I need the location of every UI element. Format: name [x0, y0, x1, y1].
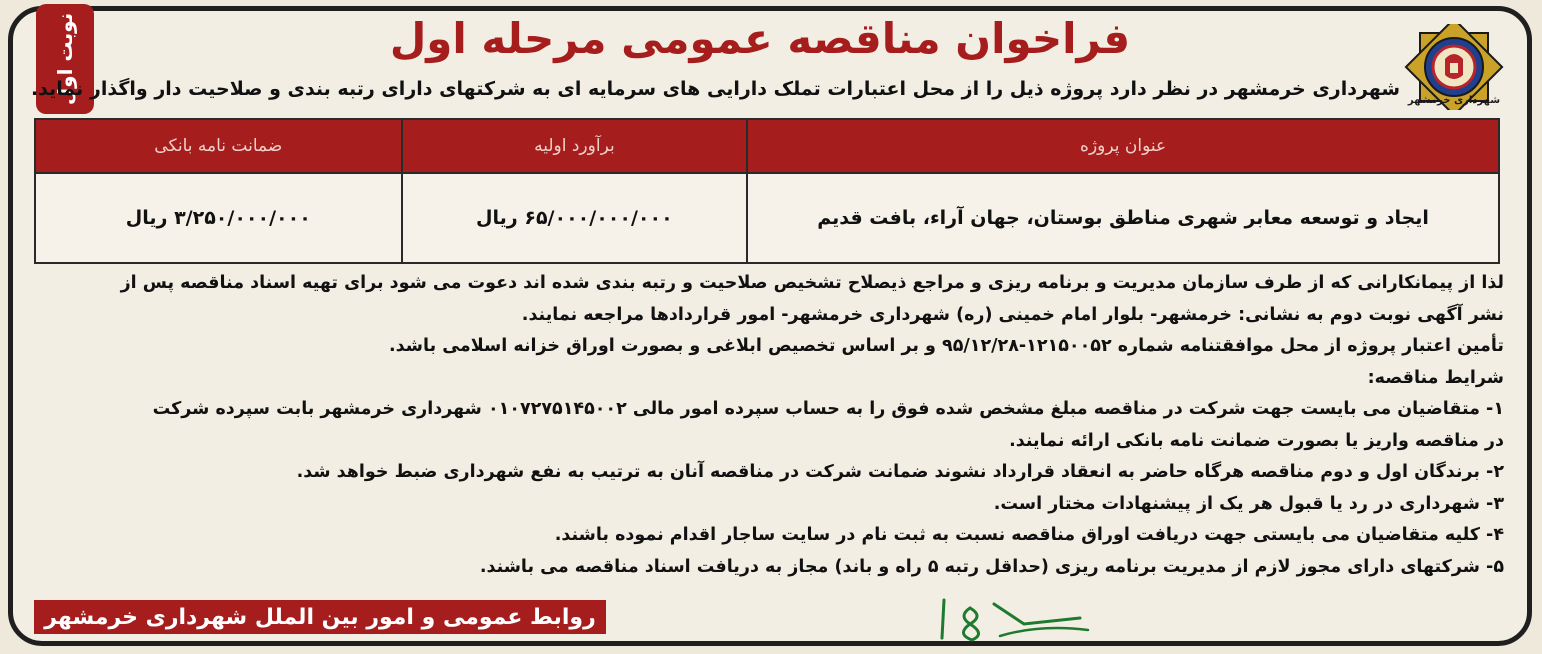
notice-title: فراخوان مناقصه عمومی مرحله اول	[389, 14, 1131, 63]
body-line-address: نشر آگهی نوبت دوم به نشانی: خرمشهر- بلوار امام خمینی (ره) شهرداری خرمشهر- امور قراردادها مراجعه نمایند.	[521, 304, 1504, 325]
cell-project-title: ایجاد و توسعه معابر شهری مناطق بوستان، جهان آراء، بافت قدیم	[747, 173, 1499, 263]
intro-text: شهرداری خرمشهر در نظر دارد پروژه ذیل را از محل اعتبارات تملک دارایی های سرمایه ای به شرکتهای دارای رتبه بندی و صلاحیت دار واگذار نماید.	[30, 78, 1400, 100]
condition-3: ۳- شهرداری در رد یا قبول هر یک از پیشنهادات مختار است.	[993, 493, 1504, 514]
condition-1: ۱- متقاضیان می بایست جهت شرکت در مناقصه مبلغ مشخص شده فوق را به حساب سپرده امور مالی ۰۱۰۷۲۷۵۱۴۵۰۰۲ شهرداری خرمشهر بابت سپرده شرکت	[152, 399, 1504, 419]
project-table	[34, 118, 1500, 264]
condition-2: ۲- برندگان اول و دوم مناقصه هرگاه حاضر به انعقاد قرارداد نشوند ضمانت شرکت در مناقصه آنان به ترتیب به نفع شهرداری ضبط خواهد شد.	[296, 462, 1504, 482]
logo-caption: شهرداری خرمشهر	[1407, 95, 1501, 106]
header-project-title: عنوان پروژه	[747, 119, 1499, 173]
handwritten-number	[930, 594, 1100, 644]
publication-badge-label: نوبت اول	[53, 12, 77, 106]
body-line-invitation: لذا از پیمانکارانی که از طرف سازمان مدیریت و برنامه ریزی و مراجع ذیصلاح تشخیص صلاحیت و رتبه بندی شده اند دعوت می شود برای تهیه اسناد مناقصه پس از	[120, 273, 1504, 293]
notice-body	[34, 268, 1504, 583]
cell-bank-guarantee: ۳/۲۵۰/۰۰۰/۰۰۰ ریال	[35, 173, 402, 263]
body-line-funding: تأمین اعتبار پروژه از محل موافقتنامه شماره ۱۲۱۵۰۰۵۲-۹۵/۱۲/۲۸ و بر اساس تخصیص ابلاغی و بصورت اوراق خزانه اسلامی باشد.	[389, 336, 1504, 356]
project-table-header	[35, 119, 1499, 173]
condition-4: ۴- کلیه متقاضیان می بایستی جهت دریافت اوراق مناقصه نسبت به ثبت نام در سایت ساجار اقدام نموده باشند.	[554, 525, 1504, 545]
header-initial-estimate: برآورد اولیه	[402, 119, 748, 173]
cell-initial-estimate: ۶۵/۰۰۰/۰۰۰/۰۰۰ ریال	[402, 173, 748, 263]
condition-5: ۵- شرکتهای دارای مجوز لازم از مدیریت برنامه ریزی (حداقل رتبه ۵ راه و باند) مجاز به دریافت اسناد مناقصه می باشند.	[479, 556, 1504, 577]
publisher-footer: روابط عمومی و امور بین الملل شهرداری خرمشهر	[34, 600, 606, 634]
header-bank-guarantee: ضمانت نامه بانکی	[35, 119, 402, 173]
table-row	[35, 173, 1499, 263]
conditions-heading: شرایط مناقصه:	[1367, 367, 1504, 388]
condition-1-continued: در مناقصه واریز یا بصورت ضمانت نامه بانکی ارائه نمایند.	[1009, 430, 1504, 451]
